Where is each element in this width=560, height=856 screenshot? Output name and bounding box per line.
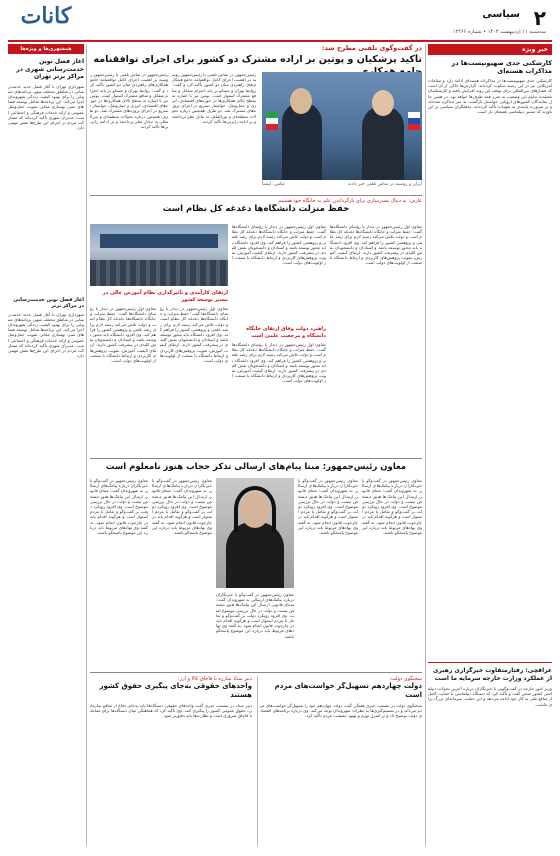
right-body-1: کارشکنی جدی صهیونیست‌ها در مذاکرات هسته‌ای ادامه دارد و مقامات آمریکایی نیز در این زمینه سکوت کرده‌اند. گزارش‌ها حاکی از آن است که فشارهای بین‌المللی برای توقف این روند افزایش یافته و کارشناسان معتقدند تداوم این وضعیت به ضرر همه طرف‌ها خواهد بود. در همین حال نمایندگان کشورهای اروپایی خواستار بازگشت به میز مذاکره شده‌اند و بر ضرورت پایبندی به تعهدات تأکید کرده‌اند. تحلیلگران سیاسی بر این باورند که مسیر دیپلماسی همچنان باز است.: [428, 78, 552, 115]
logo: [8, 4, 84, 38]
lead-body-col-2: رئیس‌جمهور در تماس تلفنی با رئیس‌جمهور روسیه بر اهمیت اجرای کامل توافقنامه جامع همکاری‌های راهبردی میان دو کشور تأکید کرد و گفت: روابط تهران و مسکو بر پایه احترام متقابل و منافع مشترک استوار است. پوتین نیز با اشاره به سطح بالای همکاری‌ها در حوزه‌های اقتصادی، انرژی و حمل‌ونقل، خواستار تسریع در اجرای پروژه‌های مشترک شد. دو طرف همچنین درباره تحولات منطقه‌ای و بین‌المللی به تبادل نظر پرداختند و بر ادامه رایزنی‌ها تأکید کردند.: [90, 72, 168, 130]
left-body-2: شهرداری تهران با آغاز فصل جدید خدمت‌رسانی در مناطق مختلف شهر، برنامه‌های متنوعی را برای بهبود کیفیت زندگی شهروندان اجرا می‌کند. این برنامه‌ها شامل توسعه فضاهای سبز، بهسازی معابر، تقویت حمل‌ونقل عمومی و ارائه خدمات فرهنگی و اجتماعی است. مدیران شهری تأکید کرده‌اند که مشارکت مردم در اجرای این طرح‌ها نقش مهمی دارد.: [8, 311, 84, 359]
lead-photo-caption: ایران و روسیه در تماس تلفنی خبر دادند: [347, 182, 422, 187]
right-column: [428, 44, 552, 846]
uni-subhead-2: ارتقای کارآمدی و تأثیرگذاری نظام آموزش عالی در مسیر توسعه کشور: [102, 290, 228, 303]
uni-photo-stage: [100, 234, 218, 248]
uni-body-col-2: معاون اول رئیس‌جمهور در دیدار با رؤسای دانشگاه‌ها گفت: حفظ منزلت و جایگاه دانشگاه‌ها دغدغه کل نظام است و دولت تلاش می‌کند زمینه لازم برای رشد علمی و پژوهشی کشور را فراهم کند. وی افزود دانشگاه باید محور توسعه باشد و استادان و دانشجویان نقش کلیدی در پیشرفت کشور دارند. ارتقای کیفیت آموزش، تقویت پژوهش‌های کاربردی و ارتباط دانشگاه با صنعت از اولویت‌های دولت است.: [232, 224, 326, 266]
uni-body-col-4: معاون اول رئیس‌جمهور در دیدار با رؤسای دانشگاه‌ها گفت: حفظ منزلت و جایگاه دانشگاه‌ها دغدغه کل نظام است و دولت تلاش می‌کند زمینه لازم برای رشد علمی و پژوهشی کشور را فراهم کند. وی افزود دانشگاه باید محور توسعه باشد و استادان و دانشجویان نقش کلیدی در پیشرفت کشور دارند. ارتقای کیفیت آموزش، تقویت پژوهش‌های کاربردی و ارتباط دانشگاه با صنعت از اولویت‌های دولت است.: [90, 306, 156, 364]
right-column-divider: [425, 44, 426, 846]
vp-photo: [216, 478, 294, 588]
vp-body-col-2: معاون رئیس‌جمهور در گفت‌وگو با خبرنگاران درباره پیامک‌های ارسالی به شهروندان گفت: مبنای قانونی ارسال این پیامک‌ها هنوز مشخص نیست و دولت در حال بررسی موضوع است. وی افزود رویکرد دولت بر گفت‌وگو و تعامل با مردم استوار است و هرگونه اقدام باید در چارچوب قانون انجام شود. به گفته وی نهادهای مربوط باید درباره این موضوع پاسخگو باشند.: [298, 478, 358, 536]
right-headline-2: عراقچی: رفتارمتفاوت خبرگزاری رهبری از عملکرد وزارت خارجه سرمایه ما است: [433, 667, 552, 682]
vp-headline: معاون رئیس‌جمهور: مبنا پیام‌های ارسالی تذکر حجاب هنوز نامعلوم است: [105, 462, 407, 472]
vp-body-col-3: معاون رئیس‌جمهور در گفت‌وگو با خبرنگاران درباره پیامک‌های ارسالی به شهروندان گفت: مبنای قانونی ارسال این پیامک‌ها هنوز مشخص نیست و دولت در حال بررسی موضوع است. وی افزود رویکرد دولت بر گفت‌وگو و تعامل با مردم استوار است و هرگونه اقدام باید در چارچوب قانون انجام شود. به گفته وی نهادهای مربوط باید درباره این موضوع پاسخگو باشند.: [216, 592, 294, 639]
vp-body-col-5: معاون رئیس‌جمهور در گفت‌وگو با خبرنگاران درباره پیامک‌های ارسالی به شهروندان گفت: مبنای قانونی ارسال این پیامک‌ها هنوز مشخص نیست و دولت در حال بررسی موضوع است. وی افزود رویکرد دولت بر گفت‌وگو و تعامل با مردم استوار است و هرگونه اقدام باید در چارچوب قانون انجام شود. به گفته وی نهادهای مربوط باید درباره این موضوع پاسخگو باشند.: [90, 478, 148, 536]
lead-kicker: در گفت‌وگوی تلفنی مطرح شد:: [321, 44, 422, 52]
universities-story: [90, 198, 422, 222]
photo-person-right: [362, 106, 404, 180]
vp-bottom-divider: [90, 672, 422, 673]
vp-photo-scarf: [234, 486, 276, 532]
uni-kicker: عارف: به دنبال بسترسازی برای بازگرداندن علم به جایگاه خود هستیم: [278, 198, 422, 204]
right-headline-1: کارشکنی جدی صهیونیست‌ها در مذاکرات هسته‌ای: [451, 59, 552, 75]
bottom-divider: [257, 676, 258, 846]
bottom-left-story: [90, 676, 252, 846]
right-body-2: وزیر امور خارجه در گفت‌وگویی با خبرنگاران درباره آخرین تحولات دیپلماسی کشور سخن گفت و تأکید کرد که دستگاه دیپلماسی با حمایت کامل از منافع ملی به کار خود ادامه می‌دهد و این حمایت سرمایه‌ای بزرگ برای ماست.: [428, 686, 552, 707]
lead-bottom-divider: [90, 195, 422, 196]
uni-body-col-2b: معاون اول رئیس‌جمهور در دیدار با رؤسای دانشگاه‌ها گفت: حفظ منزلت و جایگاه دانشگاه‌ها دغدغه کل نظام است و دولت تلاش می‌کند زمینه لازم برای رشد علمی و پژوهشی کشور را فراهم کند. وی افزود دانشگاه باید محور توسعه باشد و استادان و دانشجویان نقش کلیدی در پیشرفت کشور دارند. ارتقای کیفیت آموزش، تقویت پژوهش‌های کاربردی و ارتباط دانشگاه با صنعت از اولویت‌های دولت است.: [232, 342, 326, 384]
left-column: [8, 44, 84, 846]
left-body: شهرداری تهران با آغاز فصل جدید خدمت‌رسانی در مناطق مختلف شهر، برنامه‌های متنوعی را برای بهبود کیفیت زندگی شهروندان اجرا می‌کند. این برنامه‌ها شامل توسعه فضاهای سبز، بهسازی معابر، تقویت حمل‌ونقل عمومی و ارائه خدمات فرهنگی و اجتماعی است. مدیران شهری تأکید کرده‌اند که مشارکت مردم در اجرای این طرح‌ها نقش مهمی دارد.: [8, 83, 84, 131]
masthead: [0, 0, 560, 40]
bottom-right-kicker: سخنگوی دولت:: [389, 676, 422, 682]
bottom-left-headline: واحدهای حقوقی به‌جای پیگیری حقوق کشور هستند: [99, 682, 252, 699]
bottom-left-body: دبیر ستاد در نشست خبری گفت واحدهای حقوقی دستگاه‌ها باید به‌جای دفاع از منافع سازمانی، حقوق عمومی کشور را پیگیری کنند. وی تأکید کرد که هماهنگی میان دستگاه‌ها برای مقابله با قاچاق ضروری است و نظارت‌ها باید دقیق‌تر شود.: [90, 703, 252, 719]
vp-body-col-4: معاون رئیس‌جمهور در گفت‌وگو با خبرنگاران درباره پیامک‌های ارسالی به شهروندان گفت: مبنای قانونی ارسال این پیامک‌ها هنوز مشخص نیست و دولت در حال بررسی موضوع است. وی افزود رویکرد دولت بر گفت‌وگو و تعامل با مردم استوار است و هرگونه اقدام باید در چارچوب قانون انجام شود. به گفته وی نهادهای مربوط باید درباره این موضوع پاسخگو باشند.: [152, 478, 212, 536]
bottom-right-headline: دولت چهاردهم تسهیل‌گر خواست‌های مردم است: [274, 682, 422, 699]
masthead-rule: [8, 40, 552, 42]
photo-head-right: [372, 90, 394, 116]
lead-photo-credit: عکس: ایسنا: [262, 182, 286, 187]
left-subhead: آغاز فصل نوین خدمت‌رسانی در مراکز برتر: [13, 296, 84, 309]
uni-photo: [90, 224, 228, 286]
left-column-divider: [86, 44, 87, 846]
section-label: سیاسی: [482, 9, 520, 20]
right-section-title: خبر ویژه: [428, 44, 552, 55]
left-column-tag: همشهری‌ها و ویژه‌‌ها: [8, 44, 84, 54]
bottom-left-kicker: دبیر ستاد مبارزه با قاچاق کالا و ارز:: [177, 676, 252, 682]
lead-photo: [262, 72, 422, 180]
photo-flag-russia: [408, 112, 420, 130]
lead-headline: تأکید پزشکیان و پوتین بر اراده مشترک دو کشور برای اجرای توافقنامه: [93, 54, 422, 65]
uni-body-col-3: معاون اول رئیس‌جمهور در دیدار با رؤسای دانشگاه‌ها گفت: حفظ منزلت و جایگاه دانشگاه‌ها دغدغه کل نظام است و دولت تلاش می‌کند زمینه لازم برای رشد علمی و پژوهشی کشور را فراهم کند. وی افزود دانشگاه باید محور توسعه باشد و استادان و دانشجویان نقش کلیدی در پیشرفت کشور دارند. ارتقای کیفیت آموزش، تقویت پژوهش‌های کاربردی و ارتباط دانشگاه با صنعت از اولویت‌های دولت است.: [160, 306, 228, 364]
lead-body-col-1: رئیس‌جمهور در تماس تلفنی با رئیس‌جمهور روسیه بر اهمیت اجرای کامل توافقنامه جامع همکاری‌های راهبردی میان دو کشور تأکید کرد و گفت: روابط تهران و مسکو بر پایه احترام متقابل و منافع مشترک استوار است. پوتین نیز با اشاره به سطح بالای همکاری‌ها در حوزه‌های اقتصادی، انرژی و حمل‌ونقل، خواستار تسریع در اجرای پروژه‌های مشترک شد. دو طرف همچنین درباره تحولات منطقه‌ای و بین‌المللی به تبادل نظر پرداختند و بر ادامه رایزنی‌ها تأکید کردند.: [172, 72, 256, 124]
uni-subhead-1: راهبرد دولت وفاق ارتقای جایگاه دانشگاه و مرجعیت علمی است: [246, 326, 326, 339]
uni-photo-audience: [90, 260, 228, 286]
date-line: سه‌شنبه ۱۱ اردیبهشت ۱۴۰۳ • شماره ۱۲۴۶۶: [452, 29, 546, 35]
uni-headline: حفظ منزلت دانشگاه‌ها دغدغه کل نظام است: [162, 204, 350, 214]
photo-flag-iran: [266, 112, 278, 130]
uni-subhead-2-box: [90, 290, 228, 303]
uni-body-col-1: معاون اول رئیس‌جمهور در دیدار با رؤسای دانشگاه‌ها گفت: حفظ منزلت و جایگاه دانشگاه‌ها دغدغه کل نظام است و دولت تلاش می‌کند زمینه لازم برای رشد علمی و پژوهشی کشور را فراهم کند. وی افزود دانشگاه باید محور توسعه باشد و استادان و دانشجویان نقش کلیدی در پیشرفت کشور دارند. ارتقای کیفیت آموزش، تقویت پژوهش‌های کاربردی و ارتباط دانشگاه با صنعت از اولویت‌های دولت است.: [330, 224, 422, 266]
vp-body-col-1: معاون رئیس‌جمهور در گفت‌وگو با خبرنگاران درباره پیامک‌های ارسالی به شهروندان گفت: مبنای قانونی ارسال این پیامک‌ها هنوز مشخص نیست و دولت در حال بررسی موضوع است. وی افزود رویکرد دولت بر گفت‌وگو و تعامل با مردم استوار است و هرگونه اقدام باید در چارچوب قانون انجام شود. به گفته وی نهادهای مربوط باید درباره این موضوع پاسخگو باشند.: [362, 478, 422, 536]
photo-head-left: [290, 88, 312, 114]
bottom-right-body: سخنگوی دولت در نشست خبری هفتگی گفت دولت چهاردهم خود را تسهیل‌گر خواست‌های مردم می‌داند و در تصمیم‌گیری‌ها به نظرات شهروندان توجه می‌کند. وی درباره برنامه‌های اقتصادی دولت توضیح داد و بر کنترل تورم و بهبود معیشت مردم تأکید کرد.: [260, 703, 422, 719]
right-divider: [428, 662, 552, 663]
uni-bottom-divider: [90, 458, 422, 459]
left-headline: آغاز فصل نوین خدمت‌رسانی شهری در مراکز برتر تهران: [16, 58, 84, 80]
bottom-right-story: [260, 676, 422, 846]
page-number: ۲: [533, 6, 546, 30]
uni-subhead-1-box: [232, 326, 326, 339]
logo-text: کانات: [20, 3, 72, 29]
